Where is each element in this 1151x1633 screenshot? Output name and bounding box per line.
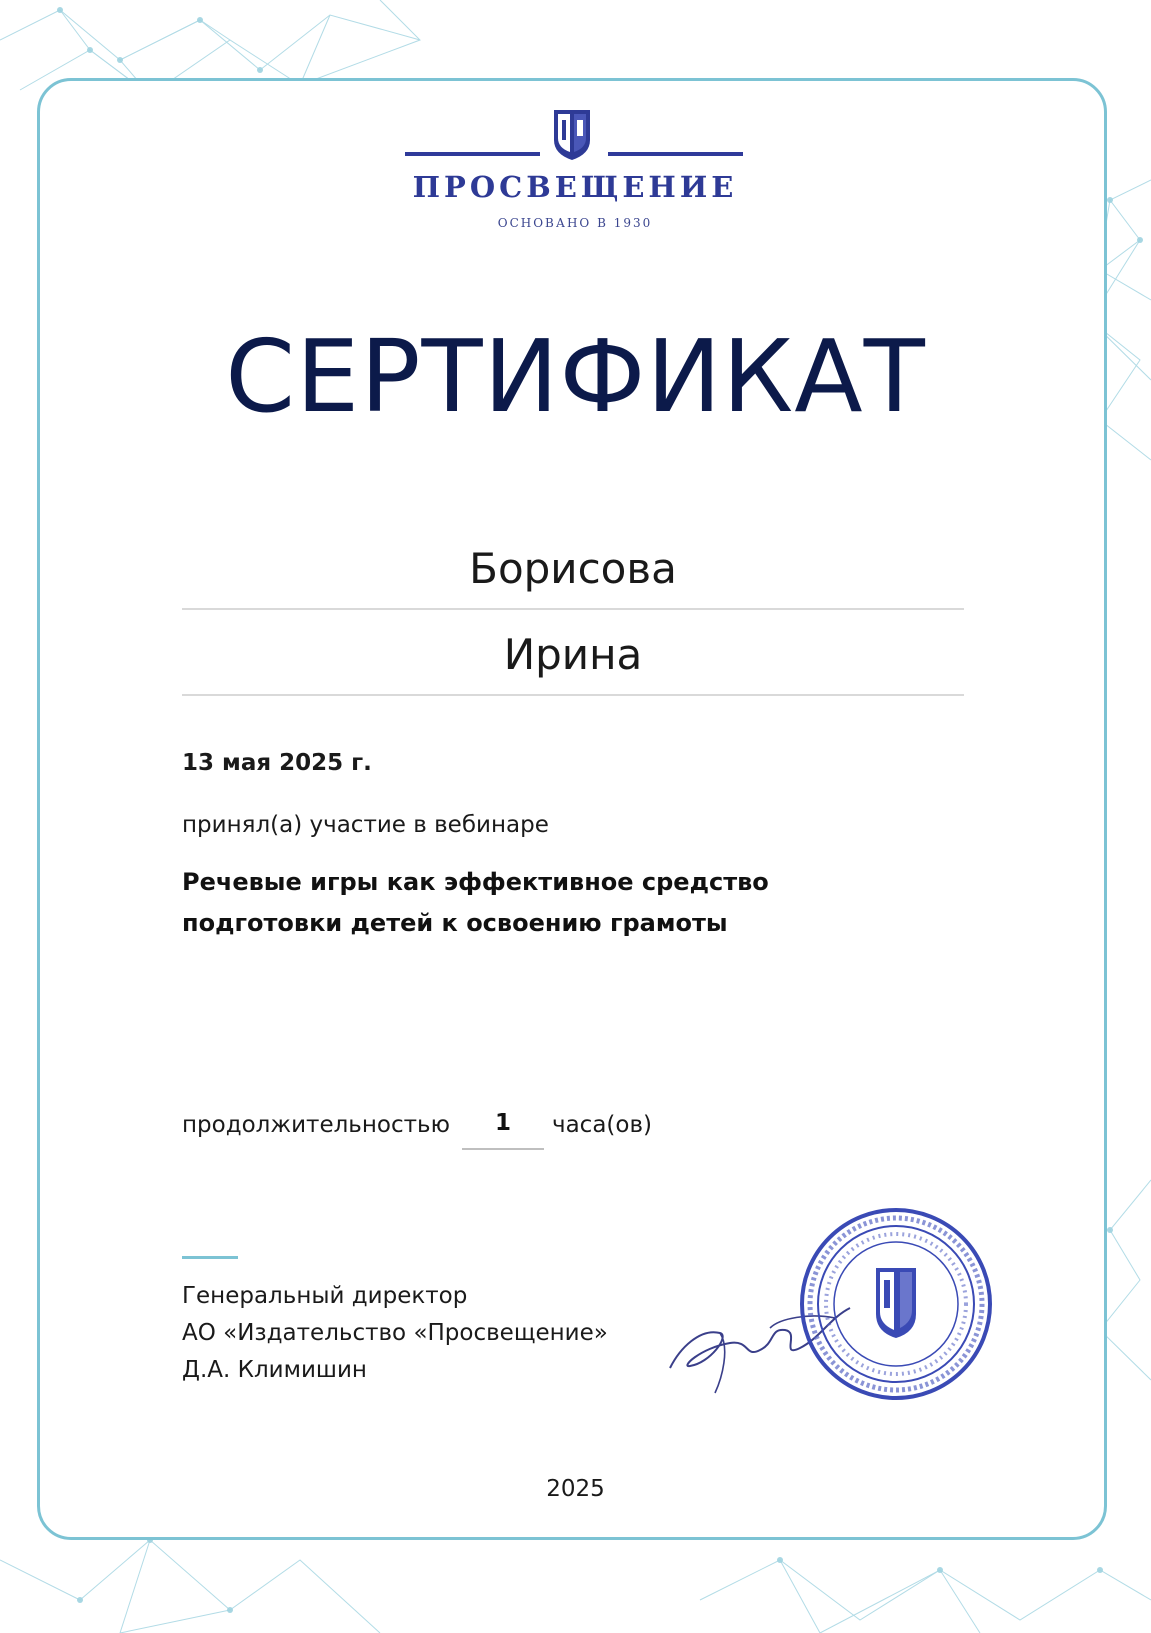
publisher-logo [400, 106, 750, 236]
webinar-topic [182, 862, 942, 944]
duration-prefix: продолжительностью [182, 1112, 450, 1138]
surname-rule [182, 608, 964, 610]
signature-accent-line [182, 1256, 238, 1259]
event-date: 13 мая 2025 г. [182, 750, 372, 776]
webinar-topic-line: подготовки детей к освоению грамоты [182, 909, 728, 937]
certificate-year: 2025 [546, 1476, 605, 1502]
publisher-name: ПРОСВЕЩЕНИЕ [412, 170, 738, 204]
signer-organization: АО «Издательство «Просвещение» [182, 1320, 608, 1346]
duration-suffix: часа(ов) [552, 1112, 652, 1138]
first-name-rule [182, 694, 964, 696]
signer-title: Генеральный директор [182, 1283, 468, 1309]
publisher-founded: ОСНОВАНО В 1930 [497, 216, 653, 230]
participation-text: принял(а) участие в вебинаре [182, 812, 549, 838]
webinar-topic-line: Речевые игры как эффективное средство [182, 868, 769, 896]
recipient-first-name: Ирина [503, 630, 643, 679]
duration-rule [462, 1148, 544, 1150]
signer-name: Д.А. Климишин [182, 1357, 367, 1383]
certificate-title: СЕРТИФИКАТ [225, 318, 926, 435]
recipient-surname: Борисова [469, 544, 677, 593]
publisher-emblem-icon [552, 106, 592, 162]
signer-block [182, 1278, 608, 1389]
duration-value: 1 [494, 1110, 511, 1136]
company-seal [796, 1204, 996, 1404]
